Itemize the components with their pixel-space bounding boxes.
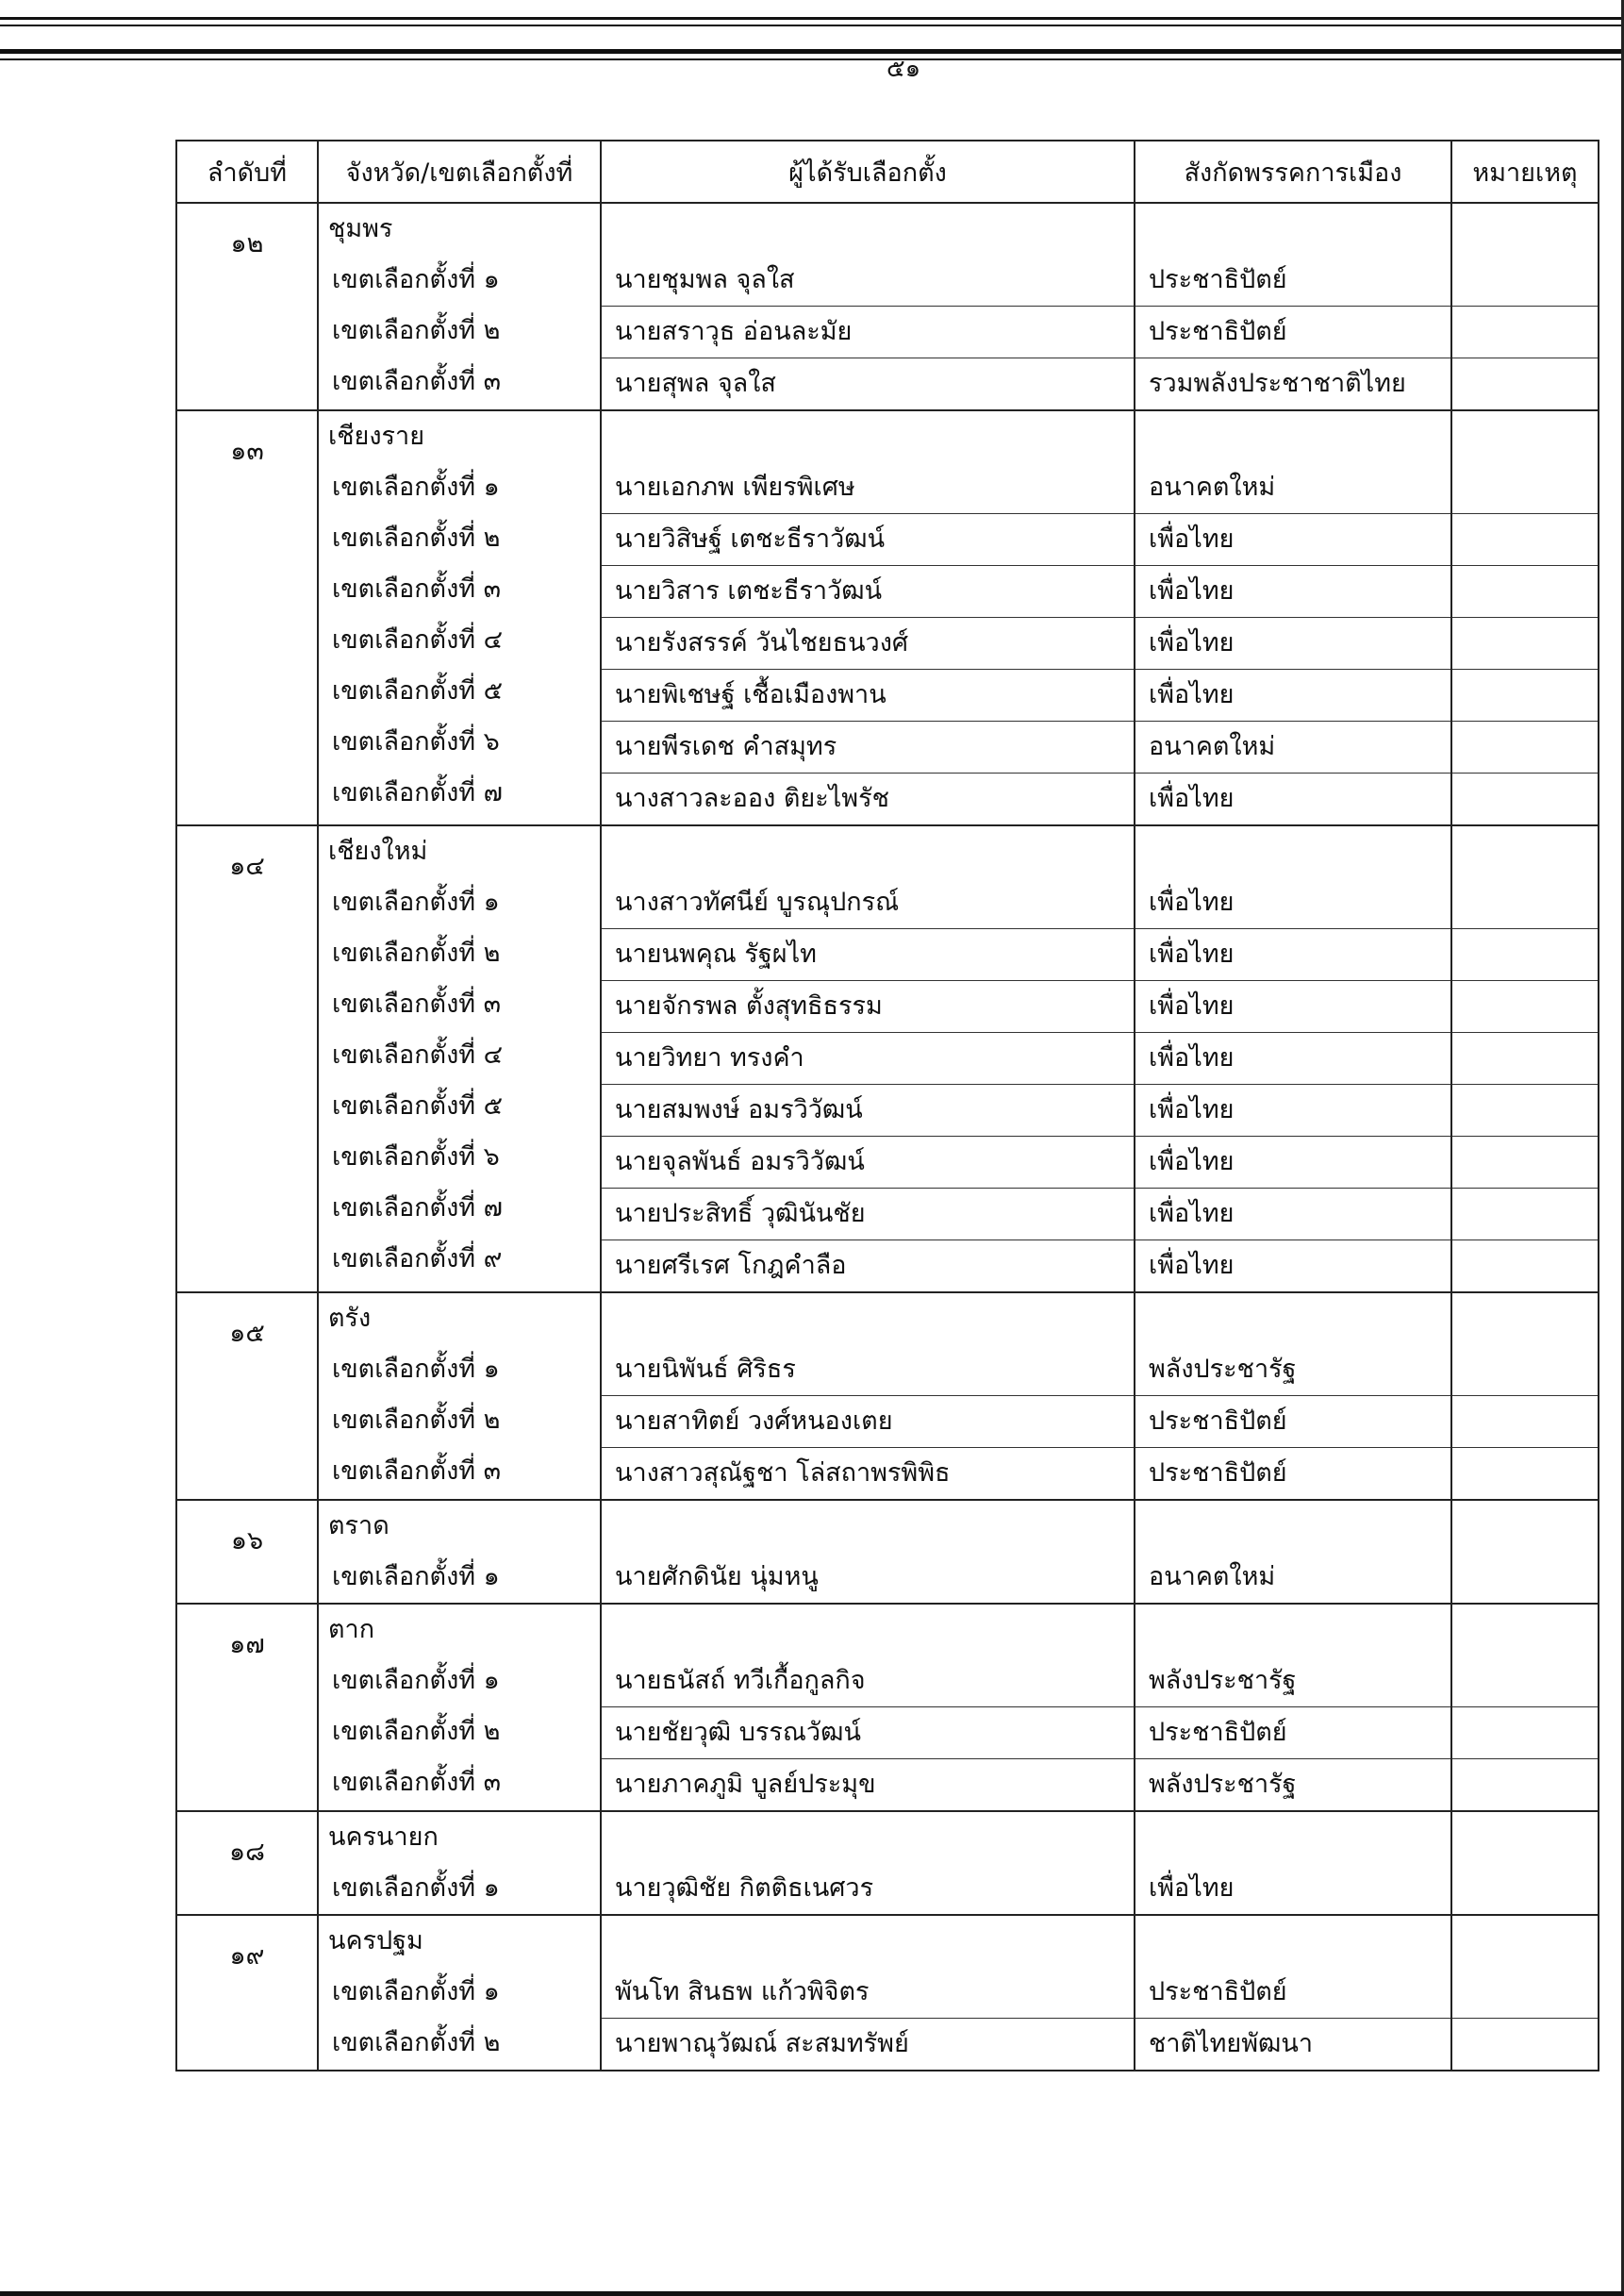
district-label: เขตเลือกตั้งที่ ๕: [332, 676, 504, 706]
candidate-name: นายสมพงษ์ อมรวิวัฒน์: [602, 1085, 1134, 1137]
candidate-name: นายสราวุธ อ่อนละมัย: [602, 307, 1134, 358]
order-number: ๑๒: [176, 203, 318, 410]
spacer-line: [1452, 1293, 1598, 1344]
candidate-name: นายเอกภพ เพียรพิเศษ: [602, 462, 1134, 514]
remark-line: [1452, 255, 1598, 307]
district-label: เขตเลือกตั้งที่ ๙: [332, 1244, 503, 1273]
remarks-cell: [1451, 825, 1599, 1292]
candidate-name: นายประสิทธิ์ วุฒินันชัย: [602, 1189, 1134, 1240]
spacer-line: [1135, 1501, 1450, 1552]
elected-cell: [601, 203, 1135, 410]
remarks-cell: [1451, 1915, 1599, 2071]
province-name: นครนายก: [328, 1822, 439, 1852]
header-party: สังกัดพรรคการเมือง: [1135, 141, 1451, 203]
party-cell: [1135, 203, 1451, 410]
province-name: ตาก: [328, 1615, 375, 1644]
candidate-name: นายศรีเรศ โกฎคำลือ: [615, 1251, 847, 1280]
province-cell: [318, 1915, 601, 2071]
table-row: [176, 1915, 1599, 2071]
party-cell: [1135, 410, 1451, 825]
party-name: ประชาธิปัตย์: [1135, 1707, 1450, 1759]
candidate-name: นายธนัสถ์ ทวีเกื้อกูลกิจ: [602, 1655, 1134, 1707]
province-name: ชุมพร: [328, 214, 393, 243]
party-name: ประชาธิปัตย์: [1149, 1458, 1287, 1488]
candidate-name: นายสาทิตย์ วงศ์หนองเตย: [602, 1396, 1134, 1448]
party-name: ประชาธิปัตย์: [1135, 1967, 1450, 2019]
candidate-name: นางสาวทัศนีย์ บูรณุปกรณ์: [602, 877, 1134, 929]
remark-line: [1452, 1655, 1598, 1707]
party-name: เพื่อไทย: [1135, 514, 1450, 566]
remark-line: [1452, 1967, 1598, 2019]
district-label: เขตเลือกตั้งที่ ๒: [332, 1717, 501, 1746]
district-label: เขตเลือกตั้งที่ ๒: [332, 316, 501, 345]
party-name: เพื่อไทย: [1149, 1873, 1235, 1903]
candidate-name: นายจักรพล ตั้งสุทธิธรรม: [602, 981, 1134, 1033]
spacer-line: [1135, 826, 1450, 877]
order-number: ๑๗: [176, 1604, 318, 1811]
district-label: เขตเลือกตั้งที่ ๑: [332, 1562, 500, 1591]
district-label: เขตเลือกตั้งที่ ๔: [332, 1040, 504, 1070]
remark-line: [1452, 1085, 1598, 1137]
province-group: [176, 1604, 1599, 1811]
remark-line: [1452, 566, 1598, 618]
party-cell: [1135, 1811, 1451, 1915]
candidate-name: นายพาณุวัฒณ์ สะสมทรัพย์: [615, 2029, 909, 2058]
party-name: อนาคตใหม่: [1135, 462, 1450, 514]
order-number: ๑๙: [176, 1915, 318, 2071]
province-cell: [318, 1500, 601, 1604]
party-name: ประชาธิปัตย์: [1135, 255, 1450, 307]
spacer-line: [602, 1916, 1134, 1967]
candidate-name: พันโท สินธพ แก้วพิจิตร: [602, 1967, 1134, 2019]
spacer-line: [602, 1293, 1134, 1344]
candidate-name: นางสาวละออง ติยะไพรัช: [615, 784, 889, 813]
candidate-name: นายนิพันธ์ ศิริธร: [602, 1344, 1134, 1396]
spacer-line: [1452, 826, 1598, 877]
party-name: พลังประชารัฐ: [1149, 1770, 1297, 1799]
party-cell: [1135, 825, 1451, 1292]
header-rule-mid: [0, 25, 1624, 26]
province-name: เชียงราย: [328, 422, 425, 451]
table-row: [176, 1604, 1599, 1811]
district-label: เขตเลือกตั้งที่ ๒: [332, 1406, 501, 1435]
party-name: เพื่อไทย: [1135, 1033, 1450, 1085]
header-elected-person: ผู้ได้รับเลือกตั้ง: [601, 141, 1135, 203]
province-name: ตราด: [328, 1511, 389, 1540]
district-label: เขตเลือกตั้งที่ ๓: [332, 367, 502, 396]
remarks-cell: [1451, 410, 1599, 825]
spacer-line: [1135, 411, 1450, 462]
district-label: เขตเลือกตั้งที่ ๑: [332, 1873, 500, 1903]
header-province-district: จังหวัด/เขตเลือกตั้งที่: [318, 141, 601, 203]
province-cell: [318, 203, 601, 410]
candidate-name: นายพิเชษฐ์ เชื้อเมืองพาน: [602, 670, 1134, 722]
table-row: [176, 1811, 1599, 1915]
party-cell: [1135, 1915, 1451, 2071]
province-group: [176, 1500, 1599, 1604]
province-group: [176, 1811, 1599, 1915]
spacer-line: [1452, 1501, 1598, 1552]
remark-line: [1452, 1863, 1598, 1914]
remark-line: [1452, 514, 1598, 566]
province-group: [176, 825, 1599, 1292]
table-row: [176, 1292, 1599, 1500]
remark-line: [1452, 1552, 1598, 1603]
candidate-name: นายนพคุณ รัฐผไท: [602, 929, 1134, 981]
remark-line: [1452, 774, 1598, 824]
party-name: เพื่อไทย: [1135, 981, 1450, 1033]
province-group: [176, 1292, 1599, 1500]
remarks-cell: [1451, 1604, 1599, 1811]
candidate-name: นายรังสรรค์ วันไชยธนวงศ์: [602, 618, 1134, 670]
elected-cell: [601, 1811, 1135, 1915]
elected-cell: [601, 825, 1135, 1292]
candidate-name: นายวิสิษฐ์ เตชะธีราวัฒน์: [602, 514, 1134, 566]
province-cell: [318, 410, 601, 825]
province-name: นครปฐม: [328, 1926, 423, 1955]
spacer-line: [1452, 1916, 1598, 1967]
remark-line: [1452, 722, 1598, 774]
candidate-name: นายชัยวุฒิ บรรณวัฒน์: [602, 1707, 1134, 1759]
candidate-name: นายพีรเดช คำสมุทร: [602, 722, 1134, 774]
table-header-row: [176, 141, 1599, 203]
spacer-line: [602, 1501, 1134, 1552]
province-cell: [318, 1604, 601, 1811]
remark-line: [1452, 618, 1598, 670]
elected-cell: [601, 1500, 1135, 1604]
spacer-line: [1135, 1293, 1450, 1344]
header-rule-bottom: [0, 58, 1624, 60]
party-name: เพื่อไทย: [1149, 784, 1235, 813]
remark-line: [1452, 877, 1598, 929]
header-rule-thick: [0, 49, 1624, 54]
district-label: เขตเลือกตั้งที่ ๗: [332, 778, 503, 807]
spacer-line: [602, 826, 1134, 877]
party-name: เพื่อไทย: [1135, 1189, 1450, 1240]
party-name: เพื่อไทย: [1149, 1251, 1235, 1280]
party-name: พลังประชารัฐ: [1135, 1655, 1450, 1707]
header-order: ลำดับที่: [176, 141, 318, 203]
district-label: เขตเลือกตั้งที่ ๖: [332, 727, 500, 757]
party-name: เพื่อไทย: [1135, 670, 1450, 722]
district-label: เขตเลือกตั้งที่ ๓: [332, 990, 502, 1019]
remark-line: [1452, 358, 1598, 409]
remark-line: [1452, 1396, 1598, 1448]
remark-line: [1452, 1759, 1598, 1810]
party-name: เพื่อไทย: [1135, 877, 1450, 929]
district-label: เขตเลือกตั้งที่ ๑: [332, 1355, 500, 1384]
province-cell: [318, 825, 601, 1292]
district-label: เขตเลือกตั้งที่ ๑: [332, 473, 500, 502]
candidate-name: นายศักดินัย นุ่มหนู: [615, 1562, 819, 1591]
elected-cell: [601, 1292, 1135, 1500]
spacer-line: [1135, 1812, 1450, 1863]
remark-line: [1452, 981, 1598, 1033]
order-number: ๑๓: [176, 410, 318, 825]
remark-line: [1452, 1344, 1598, 1396]
district-label: เขตเลือกตั้งที่ ๒: [332, 2028, 501, 2057]
party-name: อนาคตใหม่: [1149, 1562, 1276, 1591]
elected-cell: [601, 410, 1135, 825]
remark-line: [1452, 670, 1598, 722]
remark-line: [1452, 307, 1598, 358]
district-label: เขตเลือกตั้งที่ ๑: [332, 888, 500, 917]
spacer-line: [602, 1812, 1134, 1863]
party-cell: [1135, 1500, 1451, 1604]
candidate-name: นายวิทยา ทรงคำ: [602, 1033, 1134, 1085]
candidate-name: นายจุลพันธ์ อมรวิวัฒน์: [602, 1137, 1134, 1189]
party-name: ประชาธิปัตย์: [1135, 1396, 1450, 1448]
remark-line: [1452, 1033, 1598, 1085]
page-number: ๕๑: [887, 55, 921, 83]
order-number: ๑๕: [176, 1292, 318, 1500]
remark-line: [1452, 2019, 1598, 2070]
spacer-line: [602, 1605, 1134, 1655]
remarks-cell: [1451, 1811, 1599, 1915]
remarks-cell: [1451, 1500, 1599, 1604]
candidate-name: นางสาวสุณัฐชา โล่สถาพรพิพิธ: [615, 1458, 951, 1488]
spacer-line: [602, 411, 1134, 462]
remark-line: [1452, 462, 1598, 514]
page-bottom-bar: [0, 2291, 1624, 2296]
spacer-line: [1135, 1916, 1450, 1967]
election-results-table: [175, 140, 1599, 2071]
table-row: [176, 1500, 1599, 1604]
district-label: เขตเลือกตั้งที่ ๓: [332, 1768, 502, 1797]
party-cell: [1135, 1604, 1451, 1811]
elected-cell: [601, 1604, 1135, 1811]
district-label: เขตเลือกตั้งที่ ๔: [332, 625, 504, 655]
party-name: อนาคตใหม่: [1135, 722, 1450, 774]
remarks-cell: [1451, 1292, 1599, 1500]
district-label: เขตเลือกตั้งที่ ๑: [332, 265, 500, 294]
province-cell: [318, 1811, 601, 1915]
spacer-line: [1135, 204, 1450, 255]
district-label: เขตเลือกตั้งที่ ๖: [332, 1142, 500, 1172]
order-number: ๑๔: [176, 825, 318, 1292]
remark-line: [1452, 1137, 1598, 1189]
district-label: เขตเลือกตั้งที่ ๑: [332, 1977, 500, 2006]
province-cell: [318, 1292, 601, 1500]
remark-line: [1452, 1448, 1598, 1499]
candidate-name: นายวิสาร เตชะธีราวัฒน์: [602, 566, 1134, 618]
party-name: รวมพลังประชาชาติไทย: [1149, 369, 1406, 398]
province-group: [176, 410, 1599, 825]
candidate-name: นายวุฒิชัย กิตติธเนศวร: [615, 1873, 874, 1903]
party-name: เพื่อไทย: [1135, 1137, 1450, 1189]
party-name: เพื่อไทย: [1135, 929, 1450, 981]
party-name: เพื่อไทย: [1135, 618, 1450, 670]
spacer-line: [1452, 204, 1598, 255]
candidate-name: นายภาคภูมิ บูลย์ประมุข: [615, 1770, 876, 1799]
district-label: เขตเลือกตั้งที่ ๕: [332, 1091, 504, 1121]
header-rule-top: [0, 17, 1624, 20]
party-name: เพื่อไทย: [1135, 1085, 1450, 1137]
district-label: เขตเลือกตั้งที่ ๓: [332, 1456, 502, 1486]
district-label: เขตเลือกตั้งที่ ๗: [332, 1193, 503, 1223]
party-name: ชาติไทยพัฒนา: [1149, 2029, 1314, 2058]
header-remarks: หมายเหตุ: [1451, 141, 1599, 203]
district-label: เขตเลือกตั้งที่ ๒: [332, 524, 501, 553]
elected-cell: [601, 1915, 1135, 2071]
table-row: [176, 203, 1599, 410]
party-name: พลังประชารัฐ: [1135, 1344, 1450, 1396]
table-row: [176, 410, 1599, 825]
province-group: [176, 1915, 1599, 2071]
province-name: ตรัง: [328, 1304, 372, 1333]
district-label: เขตเลือกตั้งที่ ๓: [332, 574, 502, 604]
remark-line: [1452, 1707, 1598, 1759]
spacer-line: [1452, 1812, 1598, 1863]
spacer-line: [1452, 1605, 1598, 1655]
spacer-line: [1135, 1605, 1450, 1655]
spacer-line: [1452, 411, 1598, 462]
remarks-cell: [1451, 203, 1599, 410]
candidate-name: นายสุพล จุลใส: [615, 369, 776, 398]
remark-line: [1452, 1189, 1598, 1240]
order-number: ๑๘: [176, 1811, 318, 1915]
party-name: ประชาธิปัตย์: [1135, 307, 1450, 358]
district-label: เขตเลือกตั้งที่ ๑: [332, 1666, 500, 1695]
province-name: เชียงใหม่: [328, 837, 428, 866]
party-name: เพื่อไทย: [1135, 566, 1450, 618]
party-cell: [1135, 1292, 1451, 1500]
table-row: [176, 825, 1599, 1292]
spacer-line: [602, 204, 1134, 255]
district-label: เขตเลือกตั้งที่ ๒: [332, 939, 501, 968]
province-group: [176, 203, 1599, 410]
candidate-name: นายชุมพล จุลใส: [602, 255, 1134, 307]
order-number: ๑๖: [176, 1500, 318, 1604]
remark-line: [1452, 929, 1598, 981]
remark-line: [1452, 1240, 1598, 1291]
